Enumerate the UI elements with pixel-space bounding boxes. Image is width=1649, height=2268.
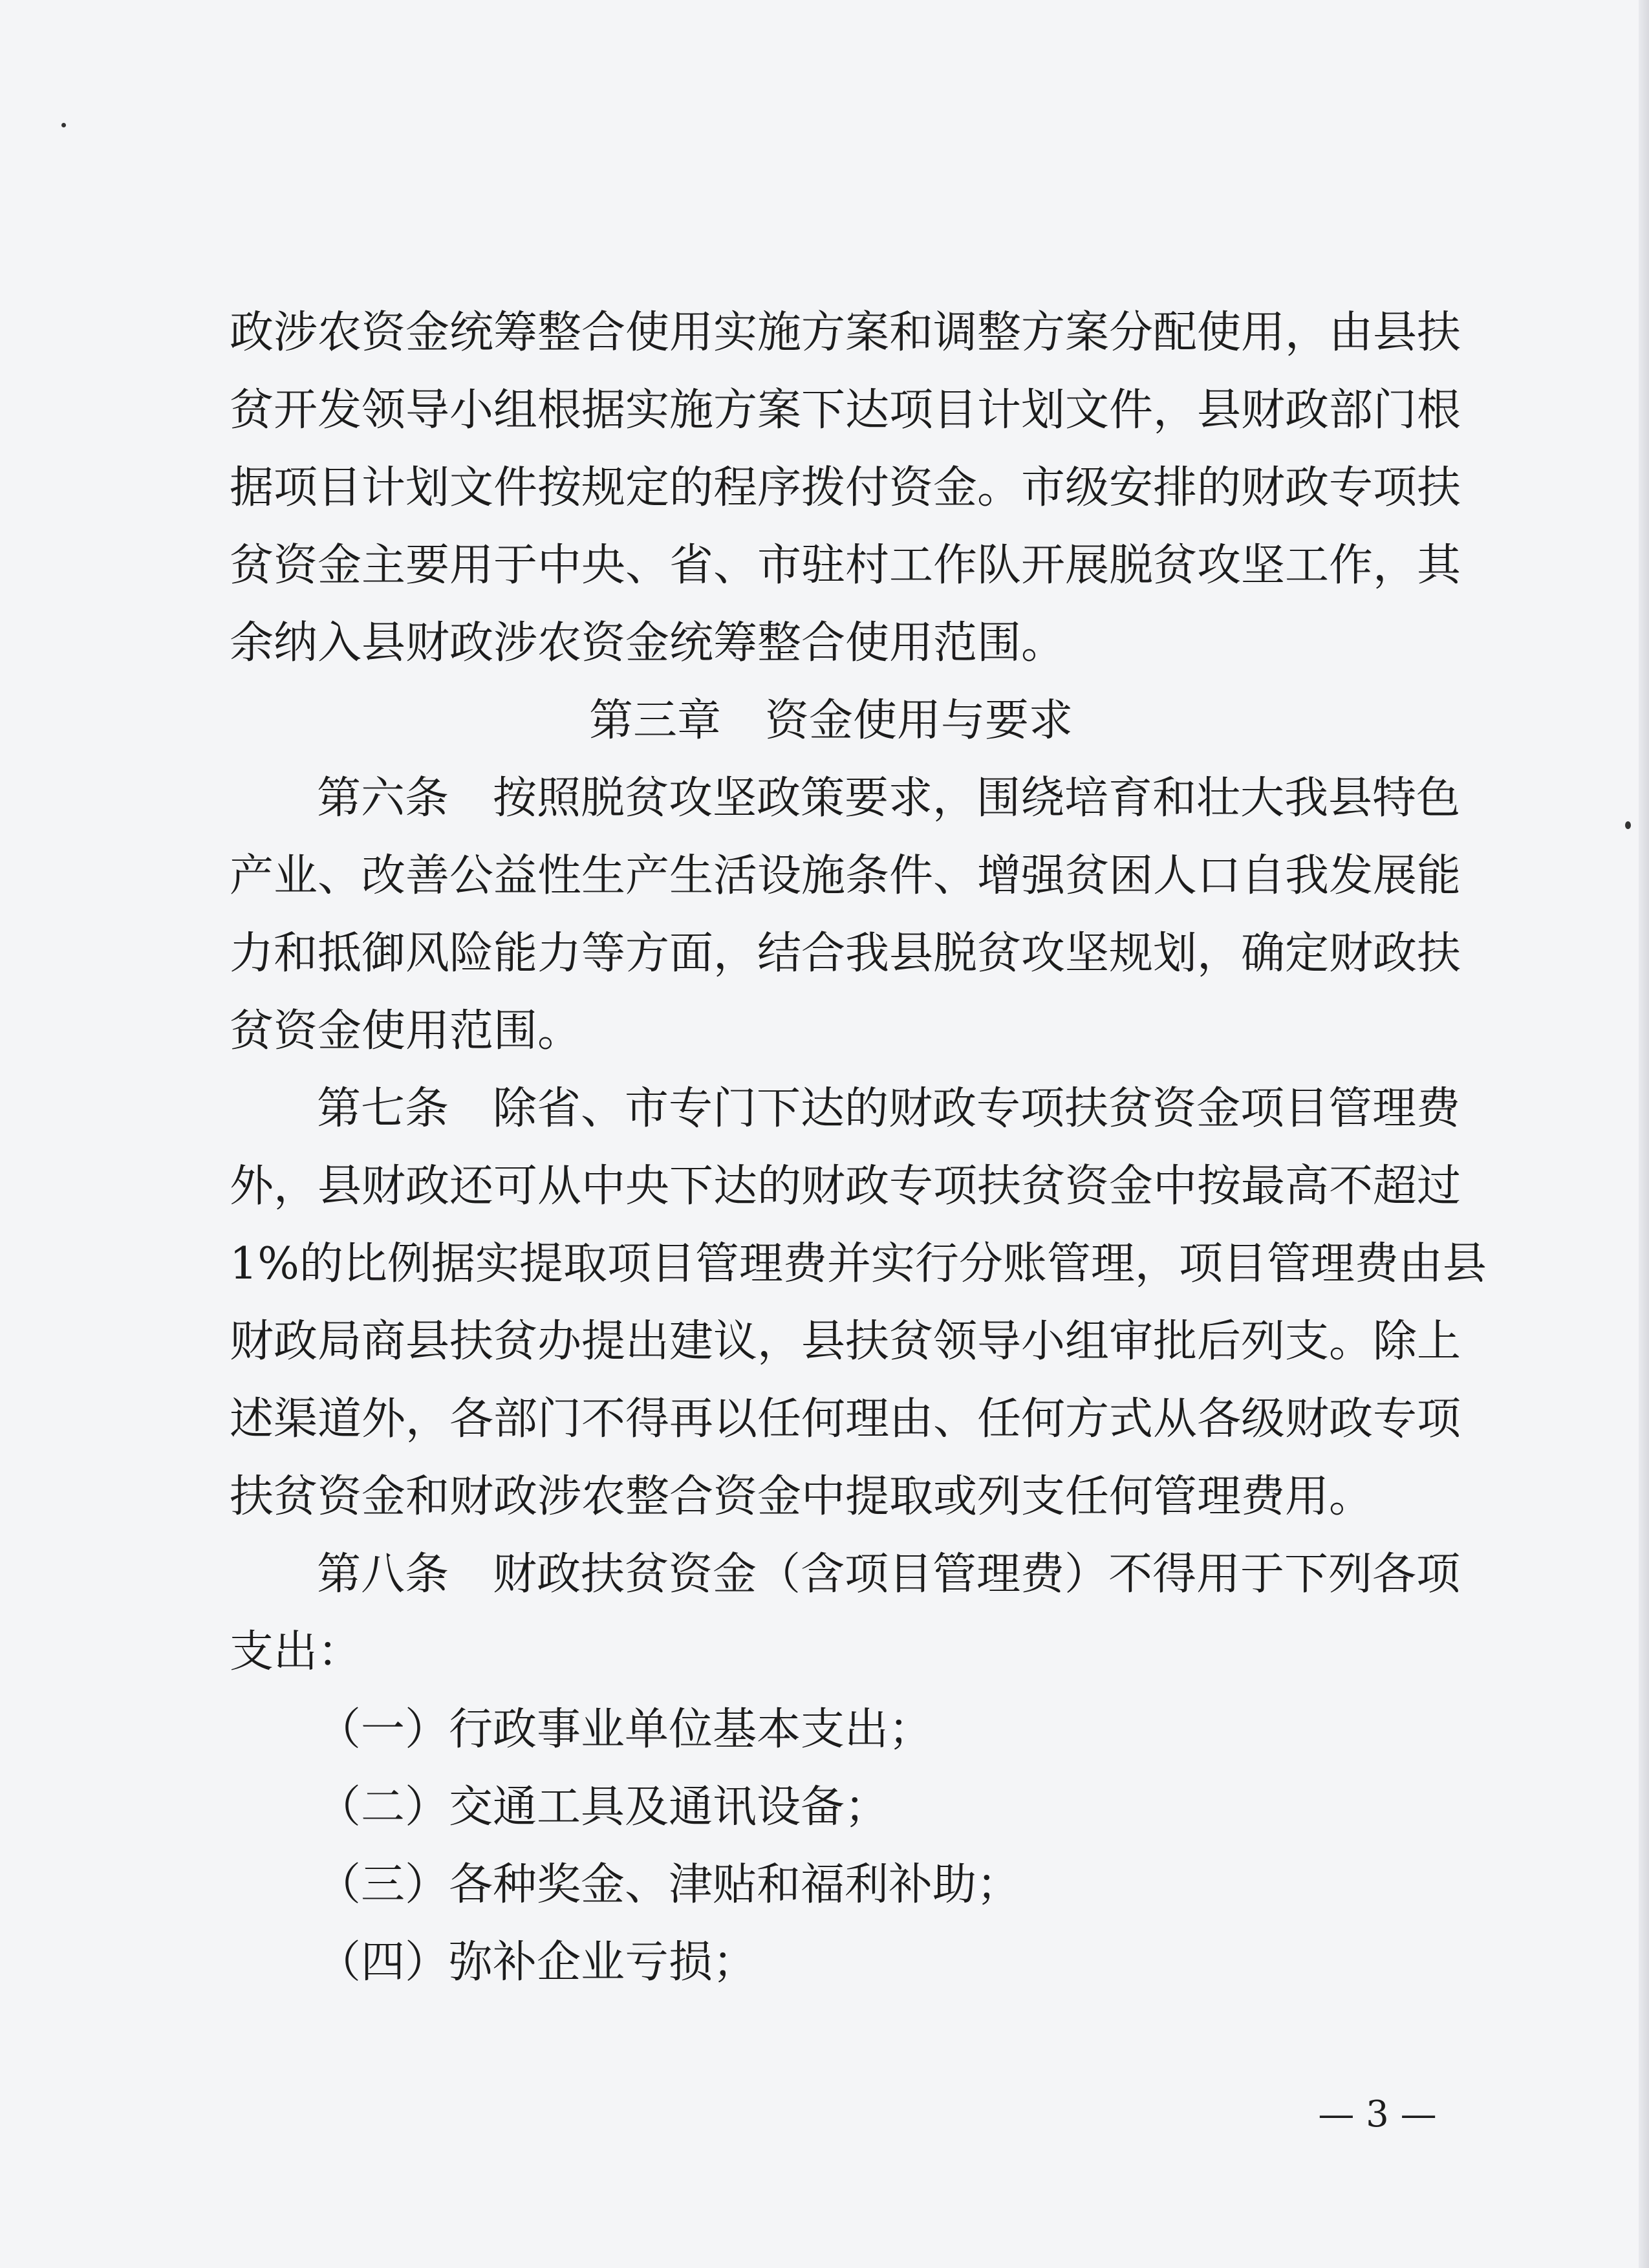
chapter-heading: 第三章 资金使用与要求 bbox=[588, 695, 1073, 746]
article-7-line: 述渠道外，各部门不得再以任何理由、任何方式从各级财政专项 bbox=[230, 1394, 1461, 1445]
body-line: 余纳入县财政涉农资金统筹整合使用范围。 bbox=[230, 618, 1066, 669]
list-item: （三）各种奖金、津贴和福利补助； bbox=[317, 1859, 1021, 1910]
page-number: — 3 — bbox=[1318, 2093, 1437, 2135]
article-7-line: 第七条 除省、市专门下达的财政专项扶贫资金项目管理费 bbox=[317, 1083, 1461, 1134]
list-item: （四）弥补企业亏损； bbox=[317, 1937, 757, 1988]
article-8-line: 第八条 财政扶贫资金（含项目管理费）不得用于下列各项 bbox=[317, 1549, 1461, 1600]
body-line: 贫资金主要用于中央、省、市驻村工作队开展脱贫攻坚工作，其 bbox=[230, 540, 1461, 591]
list-item: （二）交通工具及通讯设备； bbox=[317, 1782, 889, 1833]
page-edge bbox=[1639, 0, 1649, 2268]
article-6-line: 贫资金使用范围。 bbox=[230, 1006, 582, 1057]
article-7-line: 外，县财政还可从中央下达的财政专项扶贫资金中按最高不超过 bbox=[230, 1161, 1461, 1212]
article-6-line: 力和抵御风险能力等方面，结合我县脱贫攻坚规划，确定财政扶 bbox=[230, 928, 1461, 979]
article-6-line: 第六条 按照脱贫攻坚政策要求，围绕培育和壮大我县特色 bbox=[317, 773, 1461, 824]
body-line: 据项目计划文件按规定的程序拨付资金。市级安排的财政专项扶 bbox=[230, 462, 1461, 513]
article-8-line: 支出： bbox=[230, 1626, 362, 1678]
article-6-line: 产业、改善公益性生产生活设施条件、增强贫困人口自我发展能 bbox=[230, 850, 1461, 902]
scan-speck bbox=[61, 123, 66, 127]
article-7-line: 财政局商县扶贫办提出建议，县扶贫领导小组审批后列支。除上 bbox=[230, 1316, 1461, 1367]
article-7-line: 扶贫资金和财政涉农整合资金中提取或列支任何管理费用。 bbox=[230, 1471, 1374, 1522]
scan-speck bbox=[1625, 821, 1631, 829]
body-line: 政涉农资金统筹整合使用实施方案和调整方案分配使用，由县扶 bbox=[230, 307, 1461, 358]
body-line: 贫开发领导小组根据实施方案下达项目计划文件，县财政部门根 bbox=[230, 385, 1461, 436]
article-7-line: 1%的比例据实提取项目管理费并实行分账管理，项目管理费由县 bbox=[230, 1238, 1487, 1290]
list-item: （一）行政事业单位基本支出； bbox=[317, 1704, 933, 1755]
